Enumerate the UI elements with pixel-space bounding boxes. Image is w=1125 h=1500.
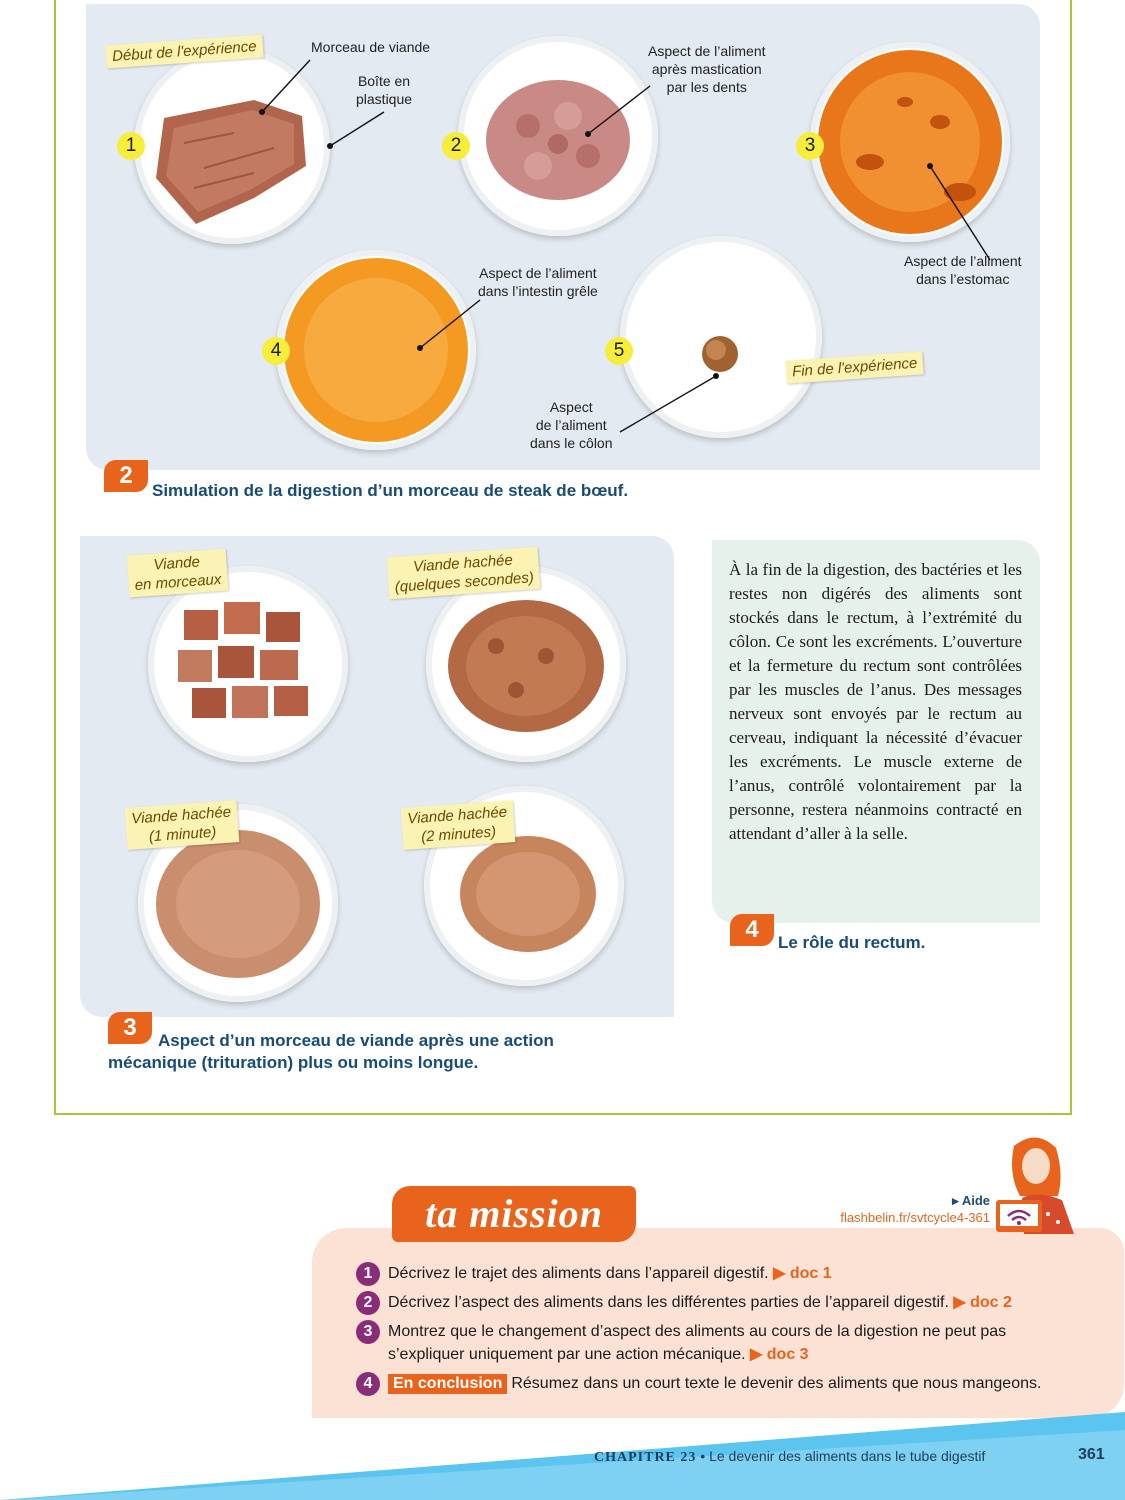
label-small-intestine: Aspect de l’aliment dans l’intestin grêle bbox=[478, 265, 598, 299]
minced-seconds-image bbox=[426, 566, 626, 762]
mission-item-4: 4 En conclusion Résumez dans un court texte le devenir des aliments que nous mangeons. bbox=[356, 1372, 1041, 1396]
label-box: Boîte en plastique bbox=[356, 73, 413, 107]
doc4-text: À la fin de la digestion, des bactéries et les restes non digérés des aliments sont stockés dans le rectum, à l’extrémité du côlon. Ce sont les excréments. L’ouverture et la fermeture du rectum sont contrôlées par les muscles de l’anus. Des messages nerveux sont envoyés par le rectum au cerveau, indiquant la nécessité d’évacuer les excréments. Le muscle externe de l’anus, contrôlé volontairement par la personne, restera néanmoins contracté en attendant d’aller à la selle. bbox=[729, 560, 1022, 843]
meat-pieces-image bbox=[148, 566, 348, 762]
plate-number-3: 3 bbox=[796, 132, 824, 160]
tag-end-experiment: Fin de l'expérience bbox=[785, 351, 924, 384]
doc4-number: 4 bbox=[730, 914, 774, 946]
plate-meat-pieces bbox=[148, 566, 348, 762]
aide-link[interactable]: flashbelin.fr/svtcycle4-361 bbox=[840, 1210, 990, 1225]
tag-minced-seconds: Viande hachée (quelques secondes) bbox=[387, 547, 541, 599]
aide-block bbox=[840, 1192, 990, 1226]
mission-title: ta mission bbox=[392, 1186, 636, 1242]
plate-number-2: 2 bbox=[442, 132, 470, 160]
label-colon: Aspect de l’aliment dans le côlon bbox=[530, 399, 613, 451]
mission-item-3: 3 Montrez que le changement d’aspect des aliments au cours de la digestion ne peut pas s’expliquer uniquement par une action mécanique. ▶ doc 3 bbox=[356, 1320, 1006, 1366]
doc-link-2[interactable]: ▶ doc 2 bbox=[953, 1294, 1012, 1312]
label-stomach: Aspect de l’aliment dans l’estomac bbox=[904, 253, 1022, 287]
girl-computer-illustration bbox=[992, 1134, 1092, 1238]
label-meat: Morceau de viande bbox=[311, 39, 431, 55]
doc3-number: 3 bbox=[108, 1012, 152, 1044]
plate-number-5: 5 bbox=[605, 337, 633, 365]
conclusion-badge: En conclusion bbox=[388, 1374, 507, 1394]
plate-number-1: 1 bbox=[117, 132, 145, 160]
tag-minced-1-minute: Viande hachée (1 minute) bbox=[125, 800, 239, 850]
doc2-caption: Simulation de la digestion d’un morceau de steak de bœuf. bbox=[152, 481, 629, 500]
footer-chapter: CHAPITRE 23 • Le devenir des aliments dans le tube digestif bbox=[594, 1448, 986, 1465]
page-number: 361 bbox=[1078, 1446, 1105, 1463]
tag-minced-2-minutes: Viande hachée (2 minutes) bbox=[401, 800, 515, 850]
doc4-caption: Le rôle du rectum. bbox=[778, 933, 926, 952]
doc2-number: 2 bbox=[104, 460, 148, 492]
label-mastication: Aspect de l’aliment après mastication par les dents bbox=[648, 43, 766, 95]
doc3-caption: Aspect d’un morceau de viande après une action mécanique (trituration) plus ou moins longue. bbox=[108, 1031, 554, 1072]
plate-number-4: 4 bbox=[262, 337, 290, 365]
doc-link-1[interactable]: ▶ doc 1 bbox=[773, 1265, 832, 1283]
mission-item-2: 2 Décrivez l’aspect des aliments dans les différentes parties de l’appareil digestif. ▶ doc 2 bbox=[356, 1291, 1012, 1315]
doc-link-3[interactable]: ▶ doc 3 bbox=[750, 1346, 809, 1363]
aide-label: ▸ Aide bbox=[952, 1193, 990, 1208]
tag-meat-pieces: Viande en morceaux bbox=[127, 549, 228, 598]
plate-minced-seconds bbox=[426, 566, 626, 762]
tag-start-experiment: Début de l'expérience bbox=[105, 35, 263, 69]
mission-item-1: 1 Décrivez le trajet des aliments dans l’appareil digestif. ▶ doc 1 bbox=[356, 1262, 832, 1286]
